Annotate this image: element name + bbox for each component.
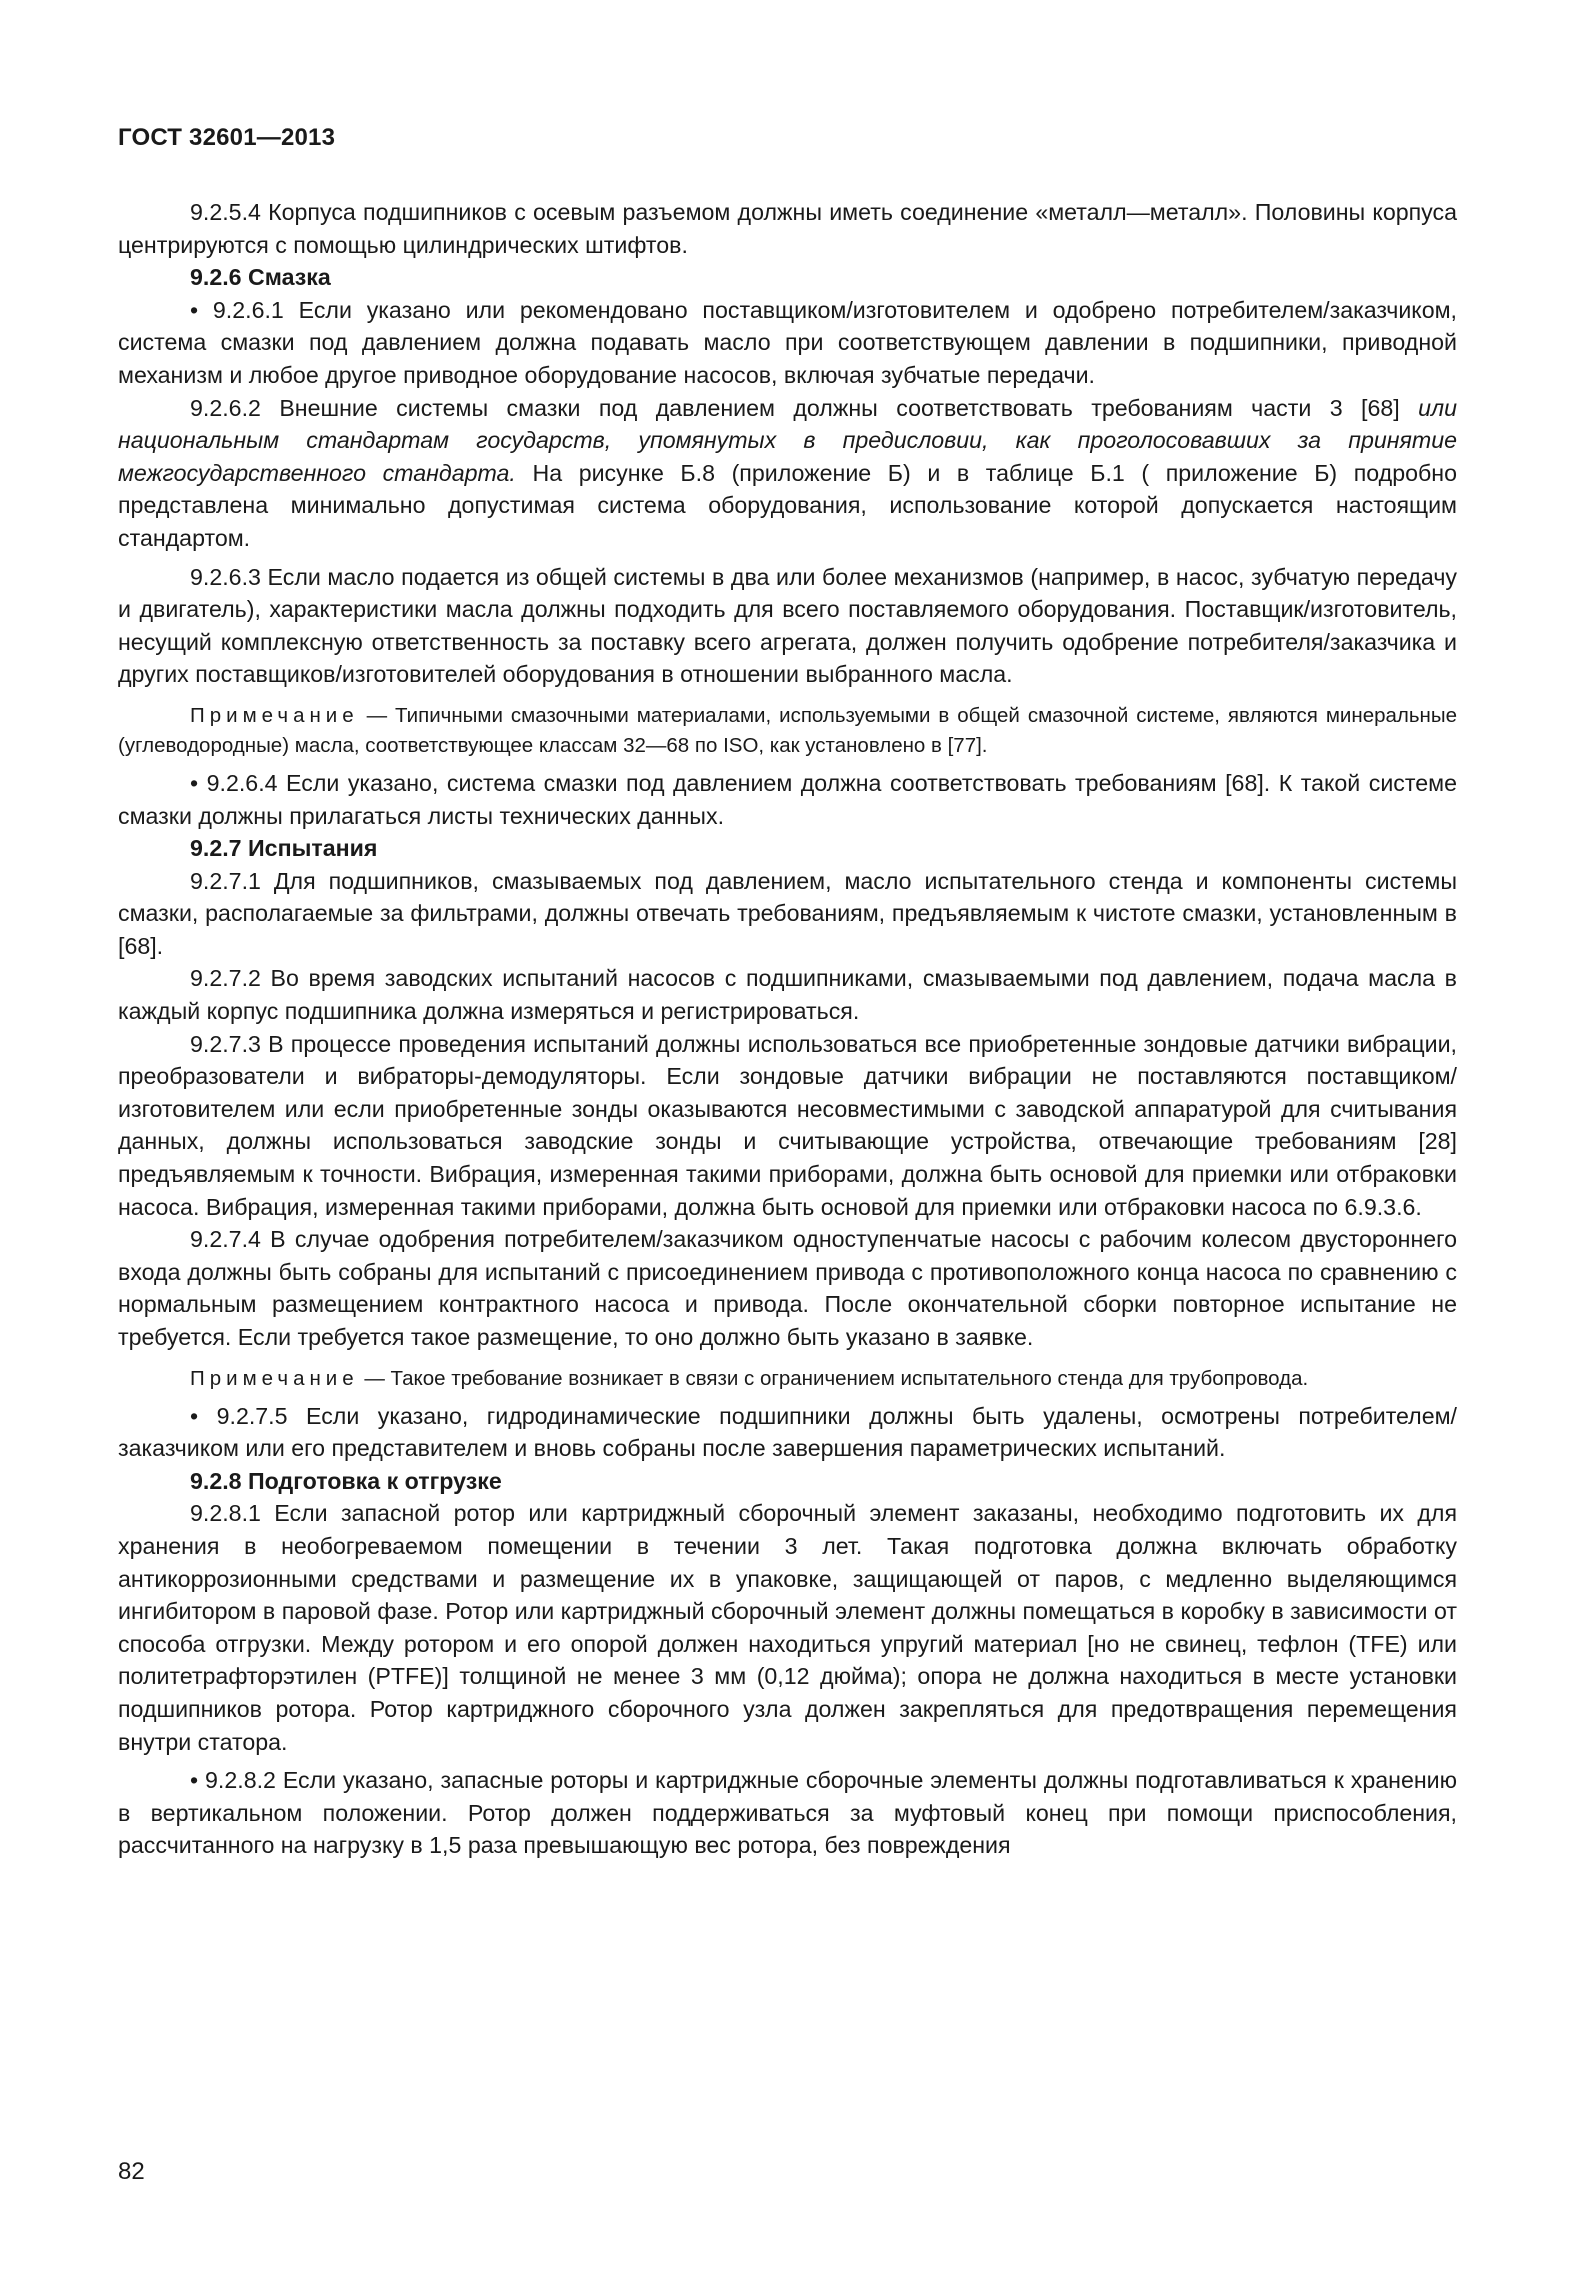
note-1 [118, 701, 1457, 761]
paragraph-9-2-7-5: • 9.2.7.5 Если указано, гидродинамические подшипники должны быть удалены, осмотрены потребителем/заказчиком или его представителем и вновь собраны после завершения параметрических испытаний. [118, 1402, 1457, 1462]
paragraph-9-2-6-2-italic: или национальным стандартам государств, упомянутых в предисловии, как проголосовавших за принятие межгосударственного стандарта. [118, 394, 1457, 486]
paragraph-9-2-6-1: • 9.2.6.1 Если указано или рекомендовано поставщиком/изготовителем и одобрено потребителем/заказчиком, система смазки под давлением должна подавать масло при соответствующем давлении в подшипники, приводной механизм и любое другое приводное оборудование насосов, включая зубчатые передачи. [118, 296, 1457, 388]
paragraph-9-2-8-1: 9.2.8.1 Если запасной ротор или картриджный сборочный элемент заказаны, необходимо подготовить их для хранения в необогреваемом помещении в течении 3 лет. Такая подготовка должна включать обработку антикоррозионными средствами и размещение их в упаковке, защищающей от паров, с медленно выделяющимся ингибитором в паровой фазе. Ротор или картриджный сборочный элемент должны помещаться в коробку в зависимости от способа отгрузки. Между ротором и его опорой должен находиться упругий материал [но не свинец, тефлон (TFE) или политетрафторэтилен (PTFE)] толщиной не менее 3 мм (0,12 дюйма); опора не должна находиться в месте установки подшипников ротора. Ротор картриджного сборочного узла должен закрепляться для предотвращения перемещения внутри статора. [118, 1500, 1457, 1755]
paragraph-9-2-6-2 [118, 392, 1457, 555]
paragraph-9-2-6-4: • 9.2.6.4 Если указано, система смазки под давлением должна соответствовать требованиям [68]. К такой системе смазки должны прилагаться листы технических данных. [118, 769, 1457, 829]
section-heading-lubrication: 9.2.6 Смазка [190, 264, 331, 291]
paragraph-9-2-7-2: 9.2.7.2 Во время заводских испытаний насосов с подшипниками, смазываемыми под давлением, подача масла в каждый корпус подшипника должна измеряться и регистрироваться. [118, 965, 1457, 1025]
paragraph-9-2-6-3: 9.2.6.3 Если масло подается из общей системы в два или более механизмов (например, в насос, зубчатую передачу и двигатель), характеристики масла должны подходить для всего поставляемого оборудования. Поставщик/изготовитель, несущий комплексную ответственность за поставку всего агрегата, должен получить одобрение потребителя/заказчика и других поставщиков/изготовителей оборудования в отношении выбранного масла. [118, 563, 1457, 688]
paragraph-9-2-6-2-end: На рисунке Б.8 (приложение Б) и в таблице Б.1 ( приложение Б) подробно представлена минимально допустимая система оборудования, использование которой допускается настоящим стандартом. [118, 459, 1457, 551]
paragraph-9-2-7-4: 9.2.7.4 В случае одобрения потребителем/заказчиком одноступенчатые насосы с рабочим колесом двустороннего входа должны быть собраны для испытаний с присоединением привода с противоположного конца насоса по сравнению с нормальным размещением контрактного насоса и привода. После окончательной сборки повторное испытание не требуется. Если требуется такое размещение, то оно должно быть указано в заявке. [118, 1226, 1457, 1350]
section-heading-tests: 9.2.7 Испытания [190, 835, 378, 862]
section-heading-shipment: 9.2.8 Подготовка к отгрузке [190, 1467, 502, 1494]
paragraph-9-2-8-2: • 9.2.8.2 Если указано, запасные роторы и картриджные сборочные элементы должны подготавливаться к хранению в вертикальном положении. Ротор должен поддерживаться за муфтовый конец при помощи приспособления, рассчитанного на нагрузку в 1,5 раза превышающую вес ротора, без повреждения [118, 1767, 1457, 1859]
note-2-label: Примечание [190, 1366, 359, 1390]
standard-header: ГОСТ 32601—2013 [118, 124, 336, 151]
paragraph-9-2-5-4: 9.2.5.4 Корпуса подшипников с осевым разъемом должны иметь соединение «металл—металл». Половины корпуса центрируются с помощью цилиндрических штифтов. [118, 199, 1457, 258]
note-1-text: — Типичными смазочными материалами, используемыми в общей смазочной системе, являются минеральные (углеводородные) масла, соответствующее классам 32—68 по ISO, как установлено в [77]. [118, 703, 1457, 757]
note-1-label: Примечание [190, 703, 359, 727]
note-2 [118, 1364, 1457, 1394]
paragraph-9-2-7-1: 9.2.7.1 Для подшипников, смазываемых под давлением, масло испытательного стенда и компоненты системы смазки, располагаемые за фильтрами, должны отвечать требованиям, предъявляемым к чистоте смазки, установленным в [68]. [118, 867, 1457, 959]
paragraph-9-2-7-3: 9.2.7.3 В процессе проведения испытаний должны использоваться все приобретенные зондовые датчики вибрации, преобразователи и вибраторы-демодуляторы. Если зондовые датчики вибрации не поставляются поставщиком/изготовителем или если приобретенные зонды оказываются несовместимыми с заводской аппаратурой для считывания данных, должны использоваться заводские зонды и считывающие устройства, отвечающие требованиям [28] предъявляемым к точности. Вибрация, измеренная такими приборами, должна быть основой для приемки или отбраковки насоса. Вибрация, измеренная такими приборами, должна быть основой для приемки или отбраковки насоса по 6.9.3.6. [118, 1030, 1457, 1220]
page-number: 82 [118, 2158, 145, 2185]
paragraph-9-2-6-2-start: 9.2.6.2 Внешние системы смазки под давлением должны соответствовать требованиям части 3 [68] [190, 394, 1419, 421]
note-2-text: — Такое требование возникает в связи с ограничением испытательного стенда для трубопровода. [358, 1366, 1309, 1390]
document-body [118, 196, 1457, 1862]
